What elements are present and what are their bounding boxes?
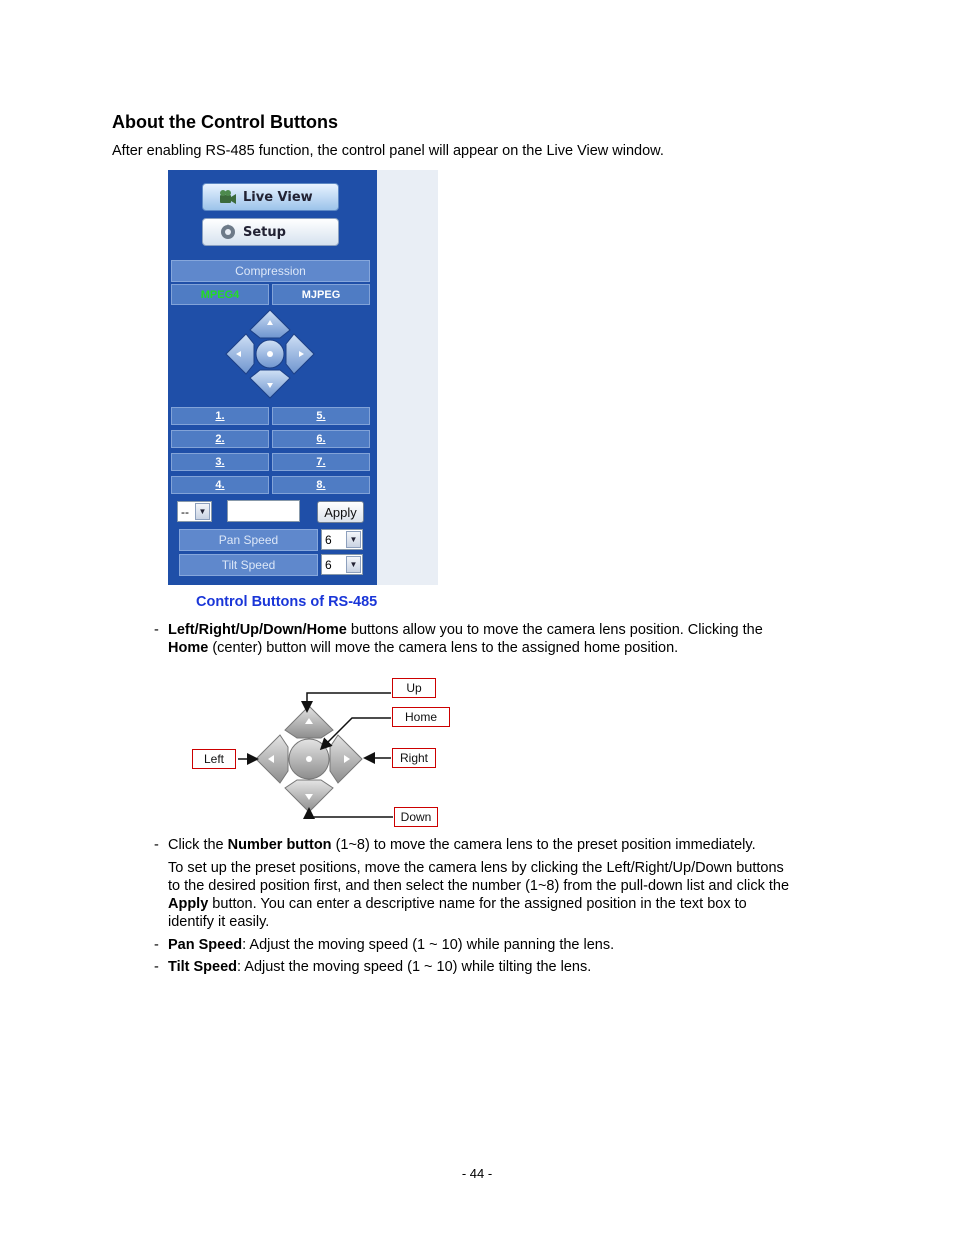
label-right: Right — [392, 748, 436, 768]
page-number: - 44 - — [461, 1166, 493, 1181]
preset-6-button[interactable]: 6. — [272, 430, 370, 448]
direction-pad — [224, 308, 316, 400]
control-panel-screenshot — [168, 170, 438, 585]
preset-instructions: To set up the preset positions, move the camera lens by clicking the Left/Right/Up/Down buttons to the desired position first, and then select the number (1~8) from the pull-down list and click the Apply button. You can enter a descriptive name for the assigned position in the text box to identify it easily. — [168, 860, 790, 930]
figure-caption: Control Buttons of RS-485 — [196, 594, 378, 610]
preset-5-button[interactable]: 5. — [272, 407, 370, 425]
chevron-down-icon: ▼ — [346, 531, 361, 548]
preset-number-select[interactable] — [177, 501, 212, 522]
intro-text: After enabling RS-485 function, the control panel will appear on the Live View window. — [112, 143, 664, 159]
codec-mjpeg-option[interactable]: MJPEG — [272, 284, 370, 305]
pan-speed-label: Pan Speed — [179, 529, 318, 551]
setup-gear-icon — [219, 224, 237, 240]
label-home: Home — [392, 707, 450, 727]
preset-8-button[interactable]: 8. — [272, 476, 370, 494]
preset-1-button[interactable]: 1. — [171, 407, 269, 425]
preset-3-button[interactable]: 3. — [171, 453, 269, 471]
live-view-label: Live View — [243, 189, 313, 205]
video-camera-icon — [219, 189, 237, 205]
tilt-speed-select[interactable] — [321, 554, 363, 575]
preset-7-button[interactable]: 7. — [272, 453, 370, 471]
setup-label: Setup — [243, 224, 286, 240]
label-up: Up — [392, 678, 436, 698]
preset-number-value: -- — [181, 504, 189, 519]
control-panel — [168, 170, 377, 585]
tilt-speed-value: 6 — [325, 557, 332, 572]
apply-button[interactable]: Apply — [317, 501, 364, 523]
compression-header: Compression — [171, 260, 370, 282]
setup-button[interactable] — [202, 218, 339, 246]
direction-diagram — [230, 676, 410, 826]
codec-mpeg4-option[interactable]: MPEG4 — [171, 284, 269, 305]
page-heading: About the Control Buttons — [112, 112, 338, 132]
live-view-button[interactable] — [202, 183, 339, 211]
preset-4-button[interactable]: 4. — [171, 476, 269, 494]
pan-speed-value: 6 — [325, 532, 332, 547]
chevron-down-icon: ▼ — [346, 556, 361, 573]
tilt-speed-label: Tilt Speed — [179, 554, 318, 576]
chevron-down-icon: ▼ — [195, 503, 210, 520]
label-left: Left — [192, 749, 236, 769]
pan-speed-select[interactable] — [321, 529, 363, 550]
preset-2-button[interactable]: 2. — [171, 430, 269, 448]
label-down: Down — [394, 807, 438, 827]
preset-name-input[interactable] — [227, 500, 300, 522]
